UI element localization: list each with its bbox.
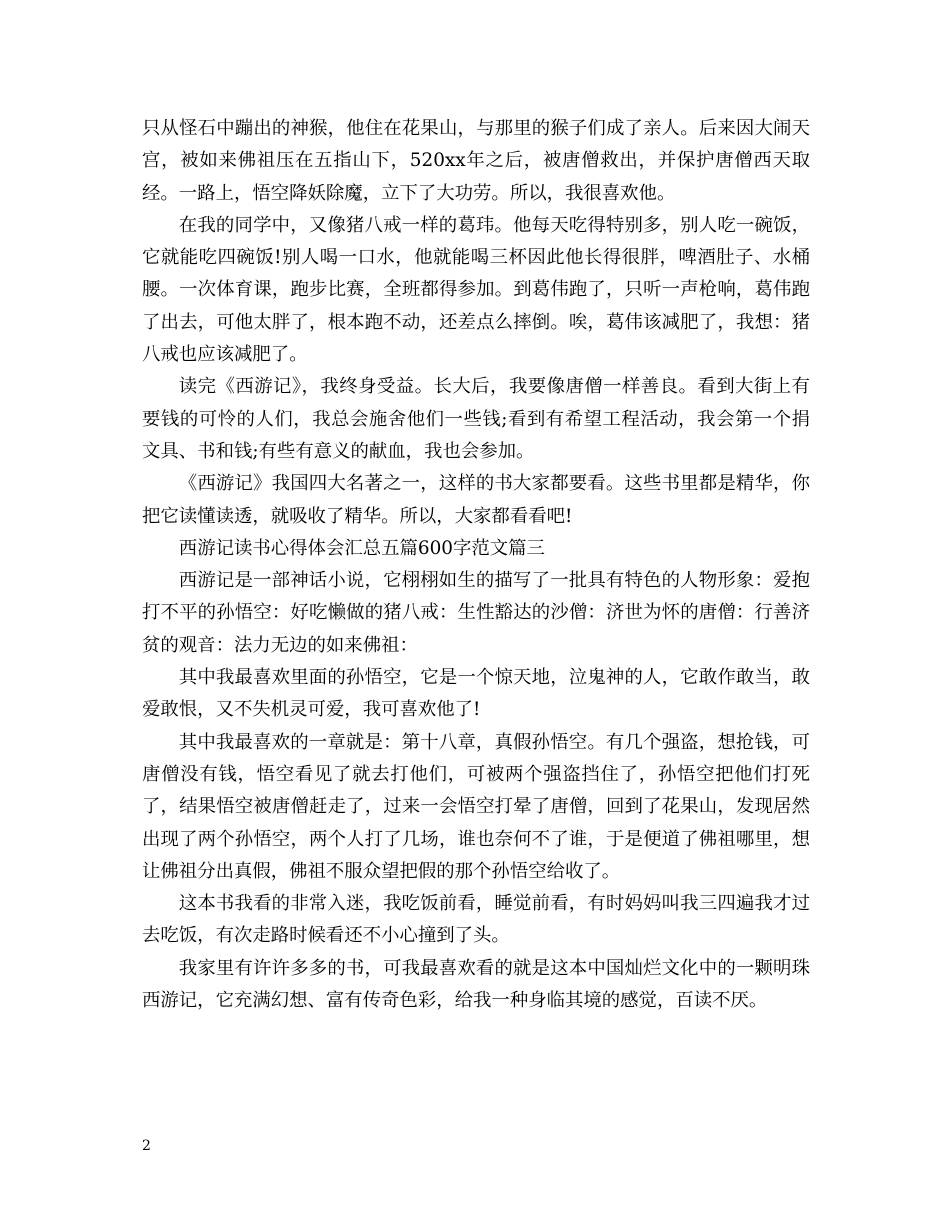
paragraph: 西游记是一部神话小说，它栩栩如生的描写了一批具有特色的人物形象：爱抱打不平的孙悟空：好吃懒做的猪八戒：生性豁达的沙僧：济世为怀的唐僧：行善济贫的观音：法力无边的如来佛祖：	[142, 570, 810, 656]
paragraph: 其中我最喜欢的一章就是：第十八章，真假孙悟空。有几个强盗，想抢钱，可唐僧没有钱，悟空看见了就去打他们，可被两个强盗挡住了，孙悟空把他们打死了，结果悟空被唐僧赶走了，过来一会悟空打晕了唐僧，回到了花果山，发现居然出现了两个孙悟空，两个人打了几场，谁也奈何不了谁，于是便道了佛祖哪里，想让佛祖分出真假，佛祖不服众望把假的那个孙悟空给收了。	[142, 731, 810, 882]
paragraph: 只从怪石中蹦出的神猴，他住在花果山，与那里的猴子们成了亲人。后来因大闹天宫，被如来佛祖压在五指山下，520xx年之后，被唐僧救出，并保护唐僧西天取经。一路上，悟空降妖除魔，立下了大功劳。所以，我很喜欢他。	[142, 118, 810, 204]
page-number: 2	[142, 1138, 151, 1154]
paragraph: 这本书我看的非常入迷，我吃饭前看，睡觉前看，有时妈妈叫我三四遍我才过去吃饭，有次走路时候看还不小心撞到了头。	[142, 893, 810, 947]
body-text	[142, 113, 810, 1017]
paragraph: 其中我最喜欢里面的孙悟空，它是一个惊天地，泣鬼神的人，它敢作敢当，敢爱敢恨，又不失机灵可爱，我可喜欢他了!	[142, 667, 810, 721]
paragraph: 在我的同学中，又像猪八戒一样的葛玮。他每天吃得特别多，别人吃一碗饭，它就能吃四碗饭!别人喝一口水，他就能喝三杯因此他长得很胖，啤酒肚子、水桶腰。一次体育课，跑步比赛，全班都得参加。到葛伟跑了，只听一声枪响，葛伟跑了出去，可他太胖了，根本跑不动，还差点么摔倒。唉，葛伟该减肥了，我想：猪八戒也应该减肥了。	[142, 214, 810, 366]
paragraph: 我家里有许许多多的书，可我最喜欢看的就是这本中国灿烂文化中的一颗明珠西游记，它充满幻想、富有传奇色彩，给我一种身临其境的感觉，百读不厌。	[142, 957, 810, 1012]
paragraph: 读完《西游记》，我终身受益。长大后，我要像唐僧一样善良。看到大街上有要钱的可怜的人们，我总会施舍他们一些钱;看到有希望工程活动，我会第一个捐文具、书和钱;有些有意义的献血，我也会参加。	[142, 376, 810, 462]
paragraph: 《西游记》我国四大名著之一，这样的书大家都要看。这些书里都是精华，你把它读懂读透，就吸收了精华。所以，大家都看看吧!	[142, 473, 810, 527]
section-heading: 西游记读书心得体会汇总五篇600字范文篇三	[178, 537, 545, 559]
